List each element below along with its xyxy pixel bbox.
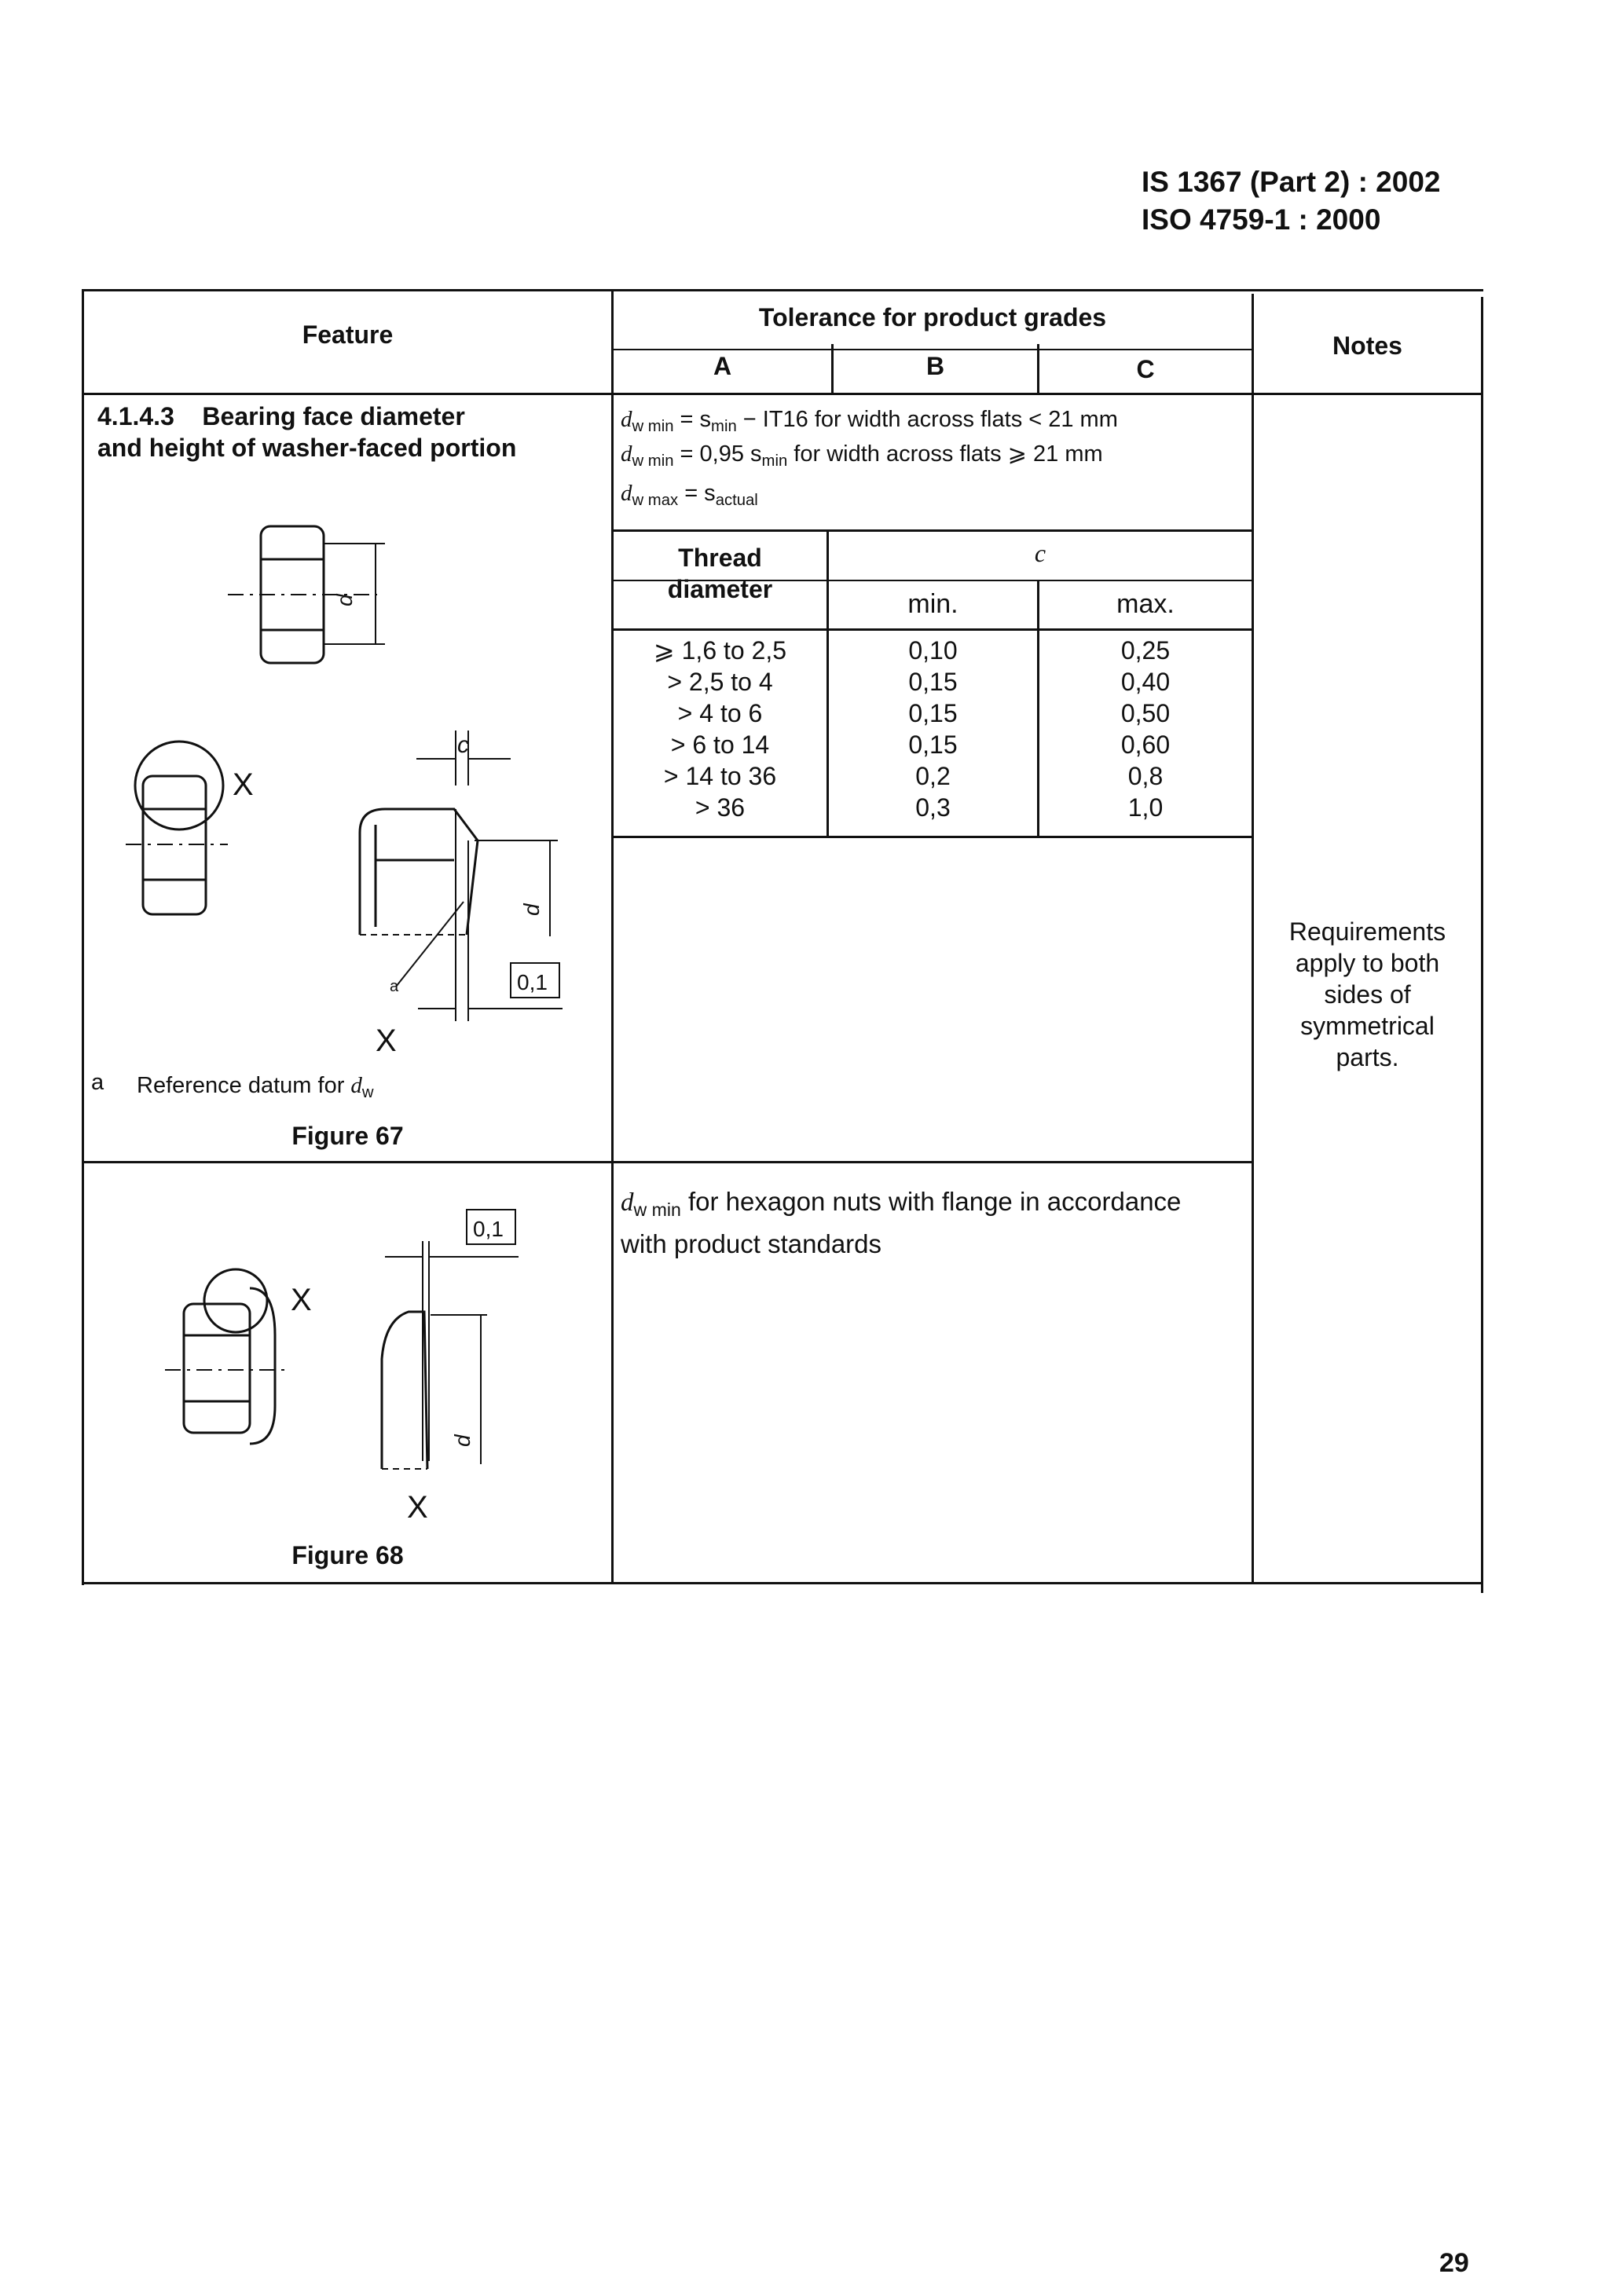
header-grade-c: C: [1136, 355, 1155, 383]
feature-title-line1: Bearing face diameter: [202, 402, 465, 430]
table-row-min: 0,3: [915, 793, 951, 822]
table-row-max: 1,0: [1127, 793, 1164, 822]
label-dw-3: d: [450, 1434, 475, 1447]
table-row-thread: > 2,5 to 4: [667, 668, 773, 696]
label-x-4: X: [407, 1490, 428, 1525]
label-a: a: [390, 978, 399, 995]
label-c: c: [457, 732, 469, 758]
table-row-thread: > 4 to 6: [677, 699, 763, 727]
flange-nut-outline: [184, 1304, 250, 1433]
flange-outline: [250, 1288, 275, 1444]
formula-dw-min-large: $d_w$ $_{min}$ = 0,95 $s_{min}$ for width across flats ⩾ 21 mm: [621, 441, 1103, 471]
table-row-max: 0,50: [1120, 699, 1171, 727]
table-row-max: 0,25: [1120, 636, 1171, 665]
figure-67-caption: Figure 67: [291, 1122, 404, 1150]
label-x-3: X: [291, 1283, 312, 1317]
notes-text: Requirements apply to both sides of symmetrical parts.: [1288, 917, 1446, 1071]
table-row-min: 0,15: [908, 731, 958, 759]
figure-68-caption: Figure 68: [291, 1541, 404, 1569]
inner-header-max: max.: [1116, 589, 1175, 619]
table-row-min: 0,15: [908, 699, 958, 727]
table-row-thread: > 14 to 36: [663, 762, 777, 790]
label-x-1: X: [233, 767, 254, 802]
header-tolerance: Tolerance for product grades: [758, 303, 1107, 331]
table-row-min: 0,2: [915, 762, 951, 790]
table-row-max: 0,8: [1127, 762, 1164, 790]
label-dw-1: d: [332, 594, 357, 606]
footnote-text: Reference datum for $d_w$: [137, 1073, 374, 1102]
table-row-min: 0,10: [908, 636, 958, 665]
inner-header-c: c: [1034, 539, 1046, 567]
formula-dw-min-small: $d_w$ $_{min} = s_{min} - IT16$ for width across flats < 21 mm: [621, 407, 1118, 436]
table-row-max: 0,40: [1120, 668, 1171, 696]
table-row-thread: > 6 to 14: [670, 731, 770, 759]
formula-dw-max: $d_w$ $_{max} = s_{actual}$: [621, 481, 758, 510]
standard-number: IS 1367 (Part 2) : 2002: [1142, 166, 1441, 198]
table-row-thread: > 36: [695, 793, 746, 822]
page-number: 29: [1439, 2248, 1469, 2278]
inner-header-thread: Thread diameter: [667, 544, 773, 603]
label-box-1: 0,1: [517, 970, 548, 994]
detail-circle-x-2: [204, 1269, 267, 1332]
header-feature: Feature: [302, 320, 394, 349]
header-grade-b: B: [925, 352, 945, 380]
feature-clause: 4.1.4.3: [97, 402, 174, 430]
label-dw-2: d: [519, 903, 544, 916]
label-x-2: X: [376, 1023, 397, 1058]
table-row-thread: ⩾ 1,6 to 2,5: [653, 636, 787, 665]
flange-text: $d_w$ $_{min}$ for hexagon nuts with flange in accordance with product standards: [621, 1187, 1182, 1258]
header-grade-a: A: [713, 352, 732, 380]
iso-number: ISO 4759-1 : 2000: [1142, 203, 1381, 236]
inner-header-min: min.: [907, 589, 958, 619]
label-box-2: 0,1: [473, 1217, 504, 1241]
table-row-min: 0,15: [908, 668, 958, 696]
feature-title-line2: and height of washer-faced portion: [97, 434, 517, 462]
table-row-max: 0,60: [1120, 731, 1171, 759]
footnote-marker: a: [91, 1070, 104, 1095]
header-notes: Notes: [1332, 331, 1402, 360]
flange-detail-outline: [382, 1312, 427, 1469]
